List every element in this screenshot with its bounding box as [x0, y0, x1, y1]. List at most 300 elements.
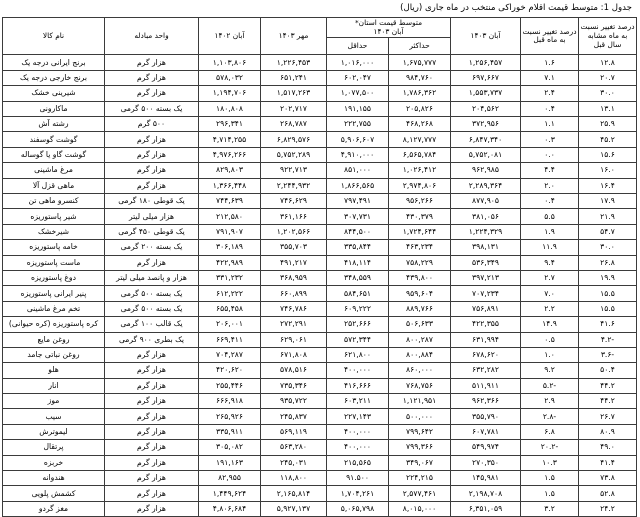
cell-aban-1402: ۵۷۸,۰۳۲ [199, 70, 261, 85]
cell-min: ۲۲۷,۱۴۳ [327, 409, 389, 424]
table-row [3, 440, 637, 455]
cell-min: ۵۷۲,۳۴۴ [327, 332, 389, 347]
cell-mehr-1403: ۱,۲۰۲,۵۶۶ [261, 224, 327, 239]
cell-name: سیب [3, 409, 105, 424]
cell-pct-prev-month: ۰.۵ [521, 332, 579, 347]
cell-aban-1402: ۳۰۶,۱۸۹ [199, 240, 261, 255]
cell-pct-prev-year: ۲۶.۸ [579, 255, 637, 270]
cell-min: ۴۰۰,۰۰۰ [327, 363, 389, 378]
cell-aban-1402: ۷۴۴,۶۳۹ [199, 193, 261, 208]
cell-mehr-1403: ۳۶۱,۱۶۶ [261, 209, 327, 224]
cell-mehr-1403: ۳۶۸,۹۵۹ [261, 270, 327, 285]
cell-aban-1402: ۴,۷۱۴,۲۵۵ [199, 132, 261, 147]
table-row [3, 455, 637, 470]
cell-mehr-1403: ۶,۸۲۹,۵۷۶ [261, 132, 327, 147]
table-row [3, 394, 637, 409]
cell-pct-prev-month: ۱۴.۹ [521, 317, 579, 332]
cell-mehr-1403: ۵۷۸,۵۱۶ [261, 363, 327, 378]
cell-pct-prev-month: ۰.۴ [521, 101, 579, 116]
table-row [3, 486, 637, 501]
cell-aban-1403: ۶,۸۴۷,۳۴۰ [451, 132, 521, 147]
cell-name: شیرینی خشک [3, 86, 105, 101]
cell-pct-prev-year: ۴۹.۰ [579, 440, 637, 455]
cell-unit: هزار گرم [105, 147, 199, 162]
table-row [3, 286, 637, 301]
cell-name: روغن نباتی جامد [3, 347, 105, 362]
cell-mehr-1403: ۲۶۸,۷۸۷ [261, 117, 327, 132]
cell-mehr-1403: ۳۵۵,۷۰۳ [261, 240, 327, 255]
cell-name: کشمش پلویی [3, 486, 105, 501]
cell-mehr-1403: ۲۷۲,۲۹۱ [261, 317, 327, 332]
table-row [3, 363, 637, 378]
table-row [3, 409, 637, 424]
cell-min: ۳۴۸,۵۵۹ [327, 270, 389, 285]
cell-unit: هزار گرم [105, 178, 199, 193]
cell-unit: هزار گرم [105, 86, 199, 101]
cell-max: ۸۰۰,۲۸۷ [389, 332, 451, 347]
cell-aban-1403: ۶۹۷,۶۶۷ [451, 70, 521, 85]
cell-max: ۶,۵۶۵,۷۸۴ [389, 147, 451, 162]
cell-mehr-1403: ۶۵۱,۲۴۱ [261, 70, 327, 85]
cell-max: ۷۹۹,۳۶۶ [389, 440, 451, 455]
cell-name: ماهی قزل آلا [3, 178, 105, 193]
cell-aban-1402: ۶۶۶,۹۱۸ [199, 394, 261, 409]
cell-unit: هزار گرم [105, 486, 199, 501]
cell-aban-1403: ۵,۷۵۲,۰۸۱ [451, 147, 521, 162]
cell-aban-1403: ۱,۵۵۳,۷۳۷ [451, 86, 521, 101]
cell-mehr-1403: ۱,۵۱۷,۲۶۳ [261, 86, 327, 101]
cell-min: ۶۲۱,۸۰۰ [327, 347, 389, 362]
cell-name: خامه پاستوریزه [3, 240, 105, 255]
price-table [2, 17, 637, 517]
cell-max: ۱,۶۷۵,۷۷۷ [389, 55, 451, 70]
cell-min: ۸۴۴,۵۰۰ [327, 224, 389, 239]
column-header-pct-prev-month: درصد تغییر نسبت به ماه قبل [521, 18, 579, 55]
table-row [3, 55, 637, 70]
cell-max: ۵۰۰,۰۰۰ [389, 409, 451, 424]
cell-unit: یک بسته ۵۰۰ گرمی [105, 301, 199, 316]
cell-name: خربزه [3, 455, 105, 470]
cell-mehr-1403: ۷۳۵,۳۴۶ [261, 378, 327, 393]
cell-max: ۹۸۴,۷۶۰ [389, 70, 451, 85]
cell-aban-1402: ۸۲,۹۵۵ [199, 471, 261, 486]
cell-pct-prev-year: ۴۱.۴ [579, 455, 637, 470]
cell-unit: هزار گرم [105, 347, 199, 362]
cell-min: ۴,۹۱۰,۰۰۰ [327, 147, 389, 162]
cell-aban-1402: ۶۱۲,۲۲۲ [199, 286, 261, 301]
cell-mehr-1403: ۹۲۲,۷۱۳ [261, 163, 327, 178]
cell-aban-1402: ۱۸۰,۸۰۸ [199, 101, 261, 116]
cell-name: شیر پاستوریزه [3, 209, 105, 224]
cell-pct-prev-year: ۱۳.۱ [579, 101, 637, 116]
cell-aban-1403: ۳۹۸,۱۳۱ [451, 240, 521, 255]
cell-unit: ۵۰۰ گرم [105, 117, 199, 132]
cell-unit: هزار گرم [105, 255, 199, 270]
cell-max: ۲۰۵,۸۲۶ [389, 101, 451, 116]
cell-name: هندوانه [3, 471, 105, 486]
cell-pct-prev-year: ۴۱.۶ [579, 317, 637, 332]
cell-aban-1402: ۱,۳۶۶,۴۴۸ [199, 178, 261, 193]
column-header-max: حداکثر [389, 38, 451, 55]
cell-unit: یک قالب ۱۰۰ گرمی [105, 317, 199, 332]
column-header-name: نام کالا [3, 18, 105, 55]
cell-min: ۱,۰۷۷,۵۰۰ [327, 86, 389, 101]
cell-pct-prev-year: ۱۶.۴ [579, 178, 637, 193]
cell-min: ۳۰۷,۷۳۱ [327, 209, 389, 224]
cell-unit: هزار گرم [105, 424, 199, 439]
cell-max: ۸۸۹,۷۶۶ [389, 301, 451, 316]
cell-min: ۱,۸۶۶,۵۶۵ [327, 178, 389, 193]
table-row [3, 86, 637, 101]
cell-name: انار [3, 378, 105, 393]
cell-mehr-1403: ۱۱۸,۸۰۰ [261, 471, 327, 486]
cell-name: کره پاستوریزه (کره حیوانی) [3, 317, 105, 332]
cell-aban-1403: ۲۷۰,۳۵۰ [451, 455, 521, 470]
cell-unit: هزار گرم [105, 501, 199, 516]
cell-mehr-1403: ۷۴۶,۷۸۶ [261, 301, 327, 316]
cell-pct-prev-month: ۲.۴ [521, 86, 579, 101]
cell-mehr-1403: ۵۶۹,۱۱۹ [261, 424, 327, 439]
cell-pct-prev-year: ۱۵.۵ [579, 286, 637, 301]
cell-mehr-1403: ۵,۹۲۷,۱۳۷ [261, 501, 327, 516]
cell-max: ۸۰۰,۸۸۴ [389, 347, 451, 362]
cell-aban-1403: ۶۳۱,۹۹۴ [451, 332, 521, 347]
cell-name: هلو [3, 363, 105, 378]
cell-name: کنسرو ماهی تن [3, 193, 105, 208]
cell-unit: هزار میلی لیتر [105, 209, 199, 224]
cell-name: پرتقال [3, 440, 105, 455]
cell-aban-1402: ۲۶۵,۹۲۶ [199, 409, 261, 424]
table-row [3, 178, 637, 193]
cell-unit: هزار گرم [105, 440, 199, 455]
cell-min: ۶۰۹,۲۲۲ [327, 301, 389, 316]
cell-min: ۱,۷۰۴,۲۶۱ [327, 486, 389, 501]
cell-aban-1403: ۲,۲۸۹,۳۶۴ [451, 178, 521, 193]
cell-mehr-1403: ۵۶۳,۲۸۰ [261, 440, 327, 455]
cell-pct-prev-year: ۲۰.۷ [579, 70, 637, 85]
cell-pct-prev-month: ۲.۲ [521, 301, 579, 316]
cell-aban-1403: ۱۴۵,۹۸۱ [451, 471, 521, 486]
cell-pct-prev-year: ۲۱.۹ [579, 209, 637, 224]
cell-max: ۲,۵۷۷,۴۶۱ [389, 486, 451, 501]
column-header-pct-prev-year: درصد تغییر نسبت به ماه مشابه سال قبل [579, 18, 637, 55]
table-caption: جدول 1: متوسط قیمت اقلام خوراکی منتخب در ماه جاری (ریال) [400, 3, 632, 13]
cell-min: ۱۹۱,۱۵۵ [327, 101, 389, 116]
cell-max: ۳۴۹,۰۶۷ [389, 455, 451, 470]
cell-max: ۴۳۰,۳۷۹ [389, 209, 451, 224]
cell-max: ۷۹۹,۶۴۲ [389, 424, 451, 439]
cell-aban-1403: ۳۸۱,۰۵۶ [451, 209, 521, 224]
table-row [3, 132, 637, 147]
cell-aban-1402: ۳۰۵,۰۸۲ [199, 440, 261, 455]
cell-min: ۵,۹۰۶,۶۰۷ [327, 132, 389, 147]
table-row [3, 501, 637, 516]
cell-pct-prev-month: ۷.۰ [521, 286, 579, 301]
cell-aban-1402: ۷۰۴,۲۸۷ [199, 347, 261, 362]
cell-mehr-1403: ۲,۲۴۴,۹۳۲ [261, 178, 327, 193]
cell-mehr-1403: ۷۴۶,۶۲۹ [261, 193, 327, 208]
cell-max: ۴۶۸,۲۶۸ [389, 117, 451, 132]
cell-aban-1403: ۳۷۲,۹۵۶ [451, 117, 521, 132]
column-header-aban-1403: آبان ۱۴۰۳ [451, 18, 521, 55]
cell-max: ۹۵۶,۲۶۶ [389, 193, 451, 208]
table-row [3, 240, 637, 255]
cell-pct-prev-year: ۴۴.۲ [579, 394, 637, 409]
cell-pct-prev-year: ۱۹.۹ [579, 270, 637, 285]
cell-unit: یک قوطی ۱۸۰ گرمی [105, 193, 199, 208]
table-row [3, 163, 637, 178]
cell-min: ۴۱۶,۶۶۶ [327, 378, 389, 393]
cell-min: ۲۵۲,۶۶۶ [327, 317, 389, 332]
table-row [3, 193, 637, 208]
cell-name: شیرخشک [3, 224, 105, 239]
cell-name: مغز گردو [3, 501, 105, 516]
column-header-mehr-1403: مهر ۱۴۰۳ [261, 18, 327, 55]
cell-aban-1402: ۴,۹۷۶,۲۶۶ [199, 147, 261, 162]
cell-mehr-1403: ۲۰۲,۷۱۷ [261, 101, 327, 116]
cell-name: روغن مایع [3, 332, 105, 347]
cell-pct-prev-month: ۱.۰ [521, 347, 579, 362]
cell-pct-prev-month: ۲.۷ [521, 270, 579, 285]
cell-max: ۱,۷۲۴,۶۴۴ [389, 224, 451, 239]
cell-unit: یک بسته ۲۰۰ گرمی [105, 240, 199, 255]
cell-max: ۸۶۰,۰۰۰ [389, 363, 451, 378]
cell-min: ۴۰۰,۰۰۰ [327, 440, 389, 455]
cell-min: ۸۵۱,۰۰۰ [327, 163, 389, 178]
cell-unit: هزار گرم [105, 163, 199, 178]
cell-pct-prev-year: ۱۲.۸ [579, 55, 637, 70]
cell-pct-prev-month: ۹.۴ [521, 255, 579, 270]
cell-min: ۱,۰۱۶,۰۰۰ [327, 55, 389, 70]
table-header-row-1 [3, 18, 637, 38]
cell-pct-prev-year: ۱۵.۵ [579, 301, 637, 316]
cell-pct-prev-year: ۳۰.۰ [579, 86, 637, 101]
cell-aban-1402: ۲۱۲,۵۸۰ [199, 209, 261, 224]
cell-aban-1402: ۶۶۹,۴۱۱ [199, 332, 261, 347]
cell-unit: هزار گرم [105, 363, 199, 378]
cell-aban-1403: ۶,۳۵۱,۰۵۹ [451, 501, 521, 516]
cell-aban-1403: ۷۰۷,۲۳۴ [451, 286, 521, 301]
table-row [3, 255, 637, 270]
cell-pct-prev-year: ۸۰.۹ [579, 424, 637, 439]
cell-pct-prev-month: ۰.۰ [521, 147, 579, 162]
cell-pct-prev-year: ۲۵.۹ [579, 117, 637, 132]
cell-pct-prev-month: ۲.۰ [521, 178, 579, 193]
cell-mehr-1403: ۲۴۵,۰۳۱ [261, 455, 327, 470]
cell-aban-1402: ۱,۱۰۳,۸۰۶ [199, 55, 261, 70]
cell-aban-1403: ۸۷۷,۹۰۵ [451, 193, 521, 208]
cell-max: ۲۲۴,۲۱۵ [389, 471, 451, 486]
cell-max: ۴۳۹,۸۰۰ [389, 270, 451, 285]
cell-max: ۷۶۸,۷۵۶ [389, 378, 451, 393]
cell-pct-prev-month: ۱.۶ [521, 55, 579, 70]
cell-pct-prev-month: ۴.۴ [521, 163, 579, 178]
cell-max: ۴۶۳,۲۳۴ [389, 240, 451, 255]
cell-mehr-1403: ۶۷۱,۸۰۸ [261, 347, 327, 362]
cell-aban-1403: ۹۶۲,۳۶۶ [451, 394, 521, 409]
cell-mehr-1403: ۶۶۰,۸۹۹ [261, 286, 327, 301]
cell-mehr-1403: ۶۲۹,۰۶۱ [261, 332, 327, 347]
cell-max: ۲,۹۷۴,۸۰۶ [389, 178, 451, 193]
cell-pct-prev-month: -۲.۸ [521, 409, 579, 424]
cell-pct-prev-month: ۱.۱ [521, 117, 579, 132]
cell-aban-1403: ۷۵۶,۸۹۱ [451, 301, 521, 316]
cell-aban-1403: ۳۹۷,۲۱۳ [451, 270, 521, 285]
cell-aban-1403: ۳۵۵,۷۹۰ [451, 409, 521, 424]
cell-pct-prev-month: ۵.۵ [521, 209, 579, 224]
table-row [3, 471, 637, 486]
province-average-label: متوسط قیمت استان* [354, 18, 423, 27]
cell-pct-prev-year: ۱۵.۶ [579, 147, 637, 162]
cell-min: ۶۰۲,۰۴۷ [327, 70, 389, 85]
cell-name: دوغ پاستوریزه [3, 270, 105, 285]
table-row [3, 209, 637, 224]
cell-aban-1402: ۱,۱۹۴,۷۰۶ [199, 86, 261, 101]
cell-pct-prev-year: ۵۲.۸ [579, 486, 637, 501]
cell-unit: یک بطری ۹۰۰ گرمی [105, 332, 199, 347]
cell-pct-prev-month: ۱.۹ [521, 224, 579, 239]
table-row [3, 224, 637, 239]
cell-pct-prev-year: ۵۰.۴ [579, 363, 637, 378]
cell-aban-1402: ۱۹۱,۱۶۳ [199, 455, 261, 470]
cell-pct-prev-month: ۷.۱ [521, 70, 579, 85]
cell-unit: هزار گرم [105, 455, 199, 470]
column-header-unit: واحد مبادله [105, 18, 199, 55]
cell-min: ۳۳۵,۸۴۴ [327, 240, 389, 255]
cell-aban-1403: ۲۰۴,۵۶۲ [451, 101, 521, 116]
cell-aban-1403: ۶۳۲,۲۸۲ [451, 363, 521, 378]
cell-pct-prev-month: ۱۱.۹ [521, 240, 579, 255]
cell-pct-prev-year: ۴۴.۲ [579, 378, 637, 393]
cell-aban-1402: ۴,۸۰۶,۶۸۴ [199, 501, 261, 516]
cell-min: ۴۱۸,۱۱۴ [327, 255, 389, 270]
cell-unit: یک بسته ۵۰۰ گرمی [105, 286, 199, 301]
cell-aban-1403: ۱,۲۲۴,۳۲۹ [451, 224, 521, 239]
table-row [3, 332, 637, 347]
cell-unit: یک بسته ۵۰۰ گرمی [105, 101, 199, 116]
cell-pct-prev-year: ۵۴.۷ [579, 224, 637, 239]
cell-min: ۶۰۳,۲۱۱ [327, 394, 389, 409]
province-average-month-label: آبان ۱۴۰۳ [373, 26, 404, 36]
cell-name: برنج خارجی درجه یک [3, 70, 105, 85]
table-row [3, 424, 637, 439]
cell-pct-prev-year: -۳.۶ [579, 347, 637, 362]
cell-aban-1402: ۸۲۹,۸۰۳ [199, 163, 261, 178]
cell-min: ۵,۰۶۵,۷۹۸ [327, 501, 389, 516]
cell-aban-1403: ۶۷۸,۶۲۰ [451, 347, 521, 362]
cell-max: ۸,۰۱۵,۰۰۰ [389, 501, 451, 516]
cell-name: تخم مرغ ماشینی [3, 301, 105, 316]
cell-min: ۷۹۷,۴۹۱ [327, 193, 389, 208]
cell-pct-prev-month: ۰.۳ [521, 132, 579, 147]
cell-pct-prev-year: ۱۷.۹ [579, 193, 637, 208]
cell-mehr-1403: ۱,۲۲۶,۴۵۳ [261, 55, 327, 70]
cell-max: ۱,۷۸۶,۳۶۲ [389, 86, 451, 101]
cell-pct-prev-year: ۱۶.۰ [579, 163, 637, 178]
table-row [3, 347, 637, 362]
cell-aban-1402: ۲۹۶,۳۴۱ [199, 117, 261, 132]
cell-aban-1402: ۴۲۲,۹۸۹ [199, 255, 261, 270]
cell-unit: هزار و پانصد میلی لیتر [105, 270, 199, 285]
cell-pct-prev-month: ۱.۵ [521, 486, 579, 501]
cell-pct-prev-month: ۳.۲ [521, 501, 579, 516]
table-row [3, 70, 637, 85]
cell-pct-prev-month: -۵.۲ [521, 378, 579, 393]
cell-pct-prev-month: ۰.۴ [521, 193, 579, 208]
table-row [3, 317, 637, 332]
cell-pct-prev-month: ۶.۸ [521, 424, 579, 439]
table-row [3, 117, 637, 132]
cell-aban-1402: ۴۲۰,۶۲۰ [199, 363, 261, 378]
cell-name: گوشت گاو یا گوساله [3, 147, 105, 162]
cell-max: ۷۵۸,۲۲۹ [389, 255, 451, 270]
cell-aban-1402: ۶۵۵,۴۵۸ [199, 301, 261, 316]
cell-pct-prev-month: ۹.۲ [521, 363, 579, 378]
cell-pct-prev-month: -۲۰.۲ [521, 440, 579, 455]
cell-aban-1403: ۹۶۲,۹۸۵ [451, 163, 521, 178]
cell-aban-1403: ۱,۲۵۶,۴۵۷ [451, 55, 521, 70]
cell-pct-prev-year: ۴۵.۲ [579, 132, 637, 147]
cell-pct-prev-month: ۱۰.۳ [521, 455, 579, 470]
cell-pct-prev-year: -۴.۲ [579, 332, 637, 347]
table-row [3, 101, 637, 116]
cell-name: گوشت گوسفند [3, 132, 105, 147]
cell-pct-prev-year: ۲۶.۷ [579, 409, 637, 424]
cell-min: ۲۲۲,۷۵۵ [327, 117, 389, 132]
cell-name: برنج ایرانی درجه یک [3, 55, 105, 70]
cell-min: ۵۸۴,۶۵۱ [327, 286, 389, 301]
cell-aban-1403: ۵۳۶,۳۴۹ [451, 255, 521, 270]
table-row [3, 378, 637, 393]
table-body [3, 55, 637, 517]
cell-mehr-1403: ۹۳۵,۷۲۲ [261, 394, 327, 409]
cell-unit: هزار گرم [105, 378, 199, 393]
cell-max: ۱,۰۲۶,۴۱۲ [389, 163, 451, 178]
cell-aban-1403: ۶۰۷,۷۸۱ [451, 424, 521, 439]
cell-name: ماکارونی [3, 101, 105, 116]
cell-mehr-1403: ۴۹۱,۲۱۷ [261, 255, 327, 270]
cell-aban-1403: ۲,۱۹۸,۷۰۸ [451, 486, 521, 501]
cell-unit: هزار گرم [105, 394, 199, 409]
cell-pct-prev-month: ۱.۵ [521, 471, 579, 486]
cell-pct-prev-month: ۲.۹ [521, 394, 579, 409]
table-row [3, 270, 637, 285]
cell-aban-1402: ۲۵۵,۴۴۶ [199, 378, 261, 393]
cell-name: رشته آش [3, 117, 105, 132]
cell-min: ۹۱.۵۰۰ [327, 471, 389, 486]
cell-min: ۲۱۵,۵۶۵ [327, 455, 389, 470]
cell-aban-1402: ۳۳۵,۹۱۱ [199, 424, 261, 439]
cell-name: ماست پاستوریزه [3, 255, 105, 270]
column-header-aban-1402: آبان ۱۴۰۲ [199, 18, 261, 55]
cell-aban-1402: ۲۰۶,۰۰۱ [199, 317, 261, 332]
table-row [3, 147, 637, 162]
table-header [3, 18, 637, 55]
cell-unit: یک قوطی ۴۵۰ گرمی [105, 224, 199, 239]
cell-name: لیموترش [3, 424, 105, 439]
cell-unit: هزار گرم [105, 70, 199, 85]
cell-aban-1403: ۴۲۲,۳۵۵ [451, 317, 521, 332]
cell-max: ۸,۱۲۷,۷۷۷ [389, 132, 451, 147]
cell-pct-prev-year: ۲۴.۲ [579, 501, 637, 516]
cell-unit: هزار گرم [105, 132, 199, 147]
cell-aban-1403: ۵۴۹,۹۷۴ [451, 440, 521, 455]
cell-aban-1402: ۷۹۱,۹۰۷ [199, 224, 261, 239]
cell-pct-prev-year: ۳۰.۰ [579, 240, 637, 255]
cell-mehr-1403: ۵,۷۵۲,۲۸۹ [261, 147, 327, 162]
cell-aban-1402: ۱,۴۴۹,۶۲۴ [199, 486, 261, 501]
column-header-province-average-group [327, 18, 451, 38]
